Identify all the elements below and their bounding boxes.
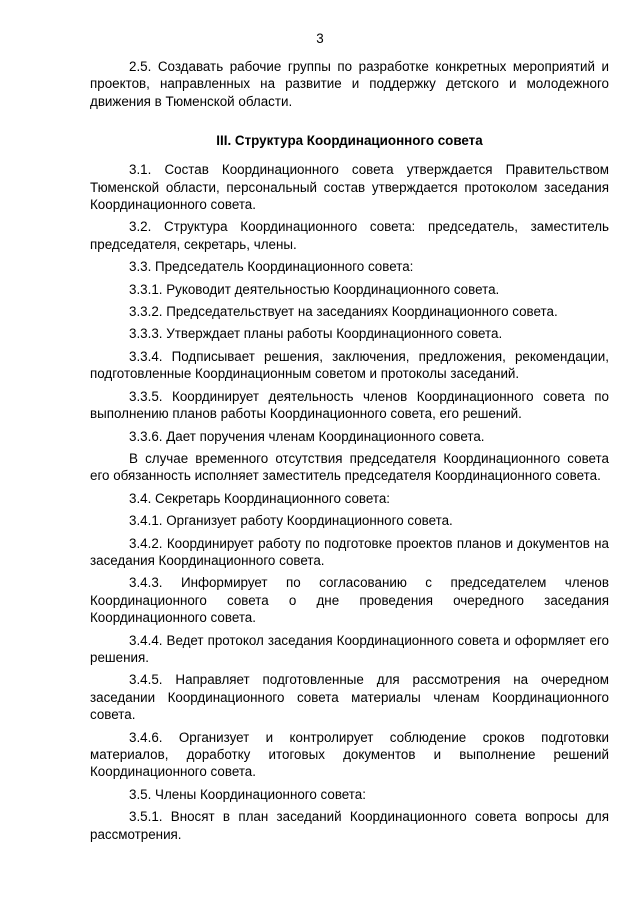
paragraph-3-3-4: 3.3.4. Подписывает решения, заключения, предложения, рекомендации, подготовленные Координационным советом и протоколы заседаний. [90, 348, 609, 382]
paragraph-3-4: 3.4. Секретарь Координационного совета: [129, 490, 391, 506]
paragraph-3-3-6: 3.3.6. Дает поручения членам Координационного совета. [129, 428, 485, 444]
section-title: III. Структура Координационного совета [216, 133, 483, 149]
paragraph-3-5-1: 3.5.1. Вносят в план заседаний Координационного совета вопросы для рассмотрения. [90, 809, 609, 842]
page-number: 3 [316, 31, 324, 46]
paragraph-3-3-5: 3.3.5. Координирует деятельность членов Координационного совета по выполнению планов работы Координационного совета, его решений. [90, 388, 609, 422]
paragraph-3-4-3: 3.4.3. Информирует по согласованию с председателем членов Координационного совета о дне проведения очередного заседания Координационного совета. [90, 575, 609, 626]
paragraph-3-2: 3.2. Структура Координационного совета: председатель, заместитель председателя, секретарь, члены. [90, 219, 609, 252]
paragraph-2-5: 2.5. Создавать рабочие группы по разработке конкретных мероприятий и проектов, направленных на развитие и поддержку детского и молодежного движения в Тюменской области. [90, 59, 609, 109]
paragraph-chairman-absence: В случае временного отсутствия председателя Координационного совета его обязанность исполняет заместитель председателя Координационного совета. [90, 450, 609, 484]
paragraph-3-5: 3.5. Члены Координационного совета: [129, 786, 366, 802]
paragraph-3-3-3: 3.3.3. Утверждает планы работы Координационного совета. [129, 326, 503, 342]
paragraph-3-4-2: 3.4.2. Координирует работу по подготовке проектов планов и документов на заседания Координационного совета. [90, 535, 609, 568]
document-body [90, 58, 609, 848]
paragraph-3-4-4: 3.4.4. Ведет протокол заседания Координационного совета и оформляет его решения. [90, 632, 609, 665]
paragraph-3-4-1: 3.4.1. Организует работу Координационного совета. [129, 513, 453, 529]
paragraph-3-4-5: 3.4.5. Направляет подготовленные для рассмотрения на очередном заседании Координационного совета материалы членам Координационного совета. [90, 672, 609, 723]
paragraph-3-1: 3.1. Состав Координационного совета утверждается Правительством Тюменской области, персональный состав утверждается протоколом заседания Координационного совета. [90, 162, 609, 213]
paragraph-3-3: 3.3. Председатель Координационного совета: [129, 259, 414, 275]
paragraph-3-3-2: 3.3.2. Председательствует на заседаниях Координационного совета. [129, 304, 558, 320]
paragraph-3-3-1: 3.3.1. Руководит деятельностью Координационного совета. [129, 281, 500, 297]
paragraph-3-4-6: 3.4.6. Организует и контролирует соблюдение сроков подготовки материалов, доработку итоговых документов и выполнение решений Координационного совета. [90, 729, 609, 780]
